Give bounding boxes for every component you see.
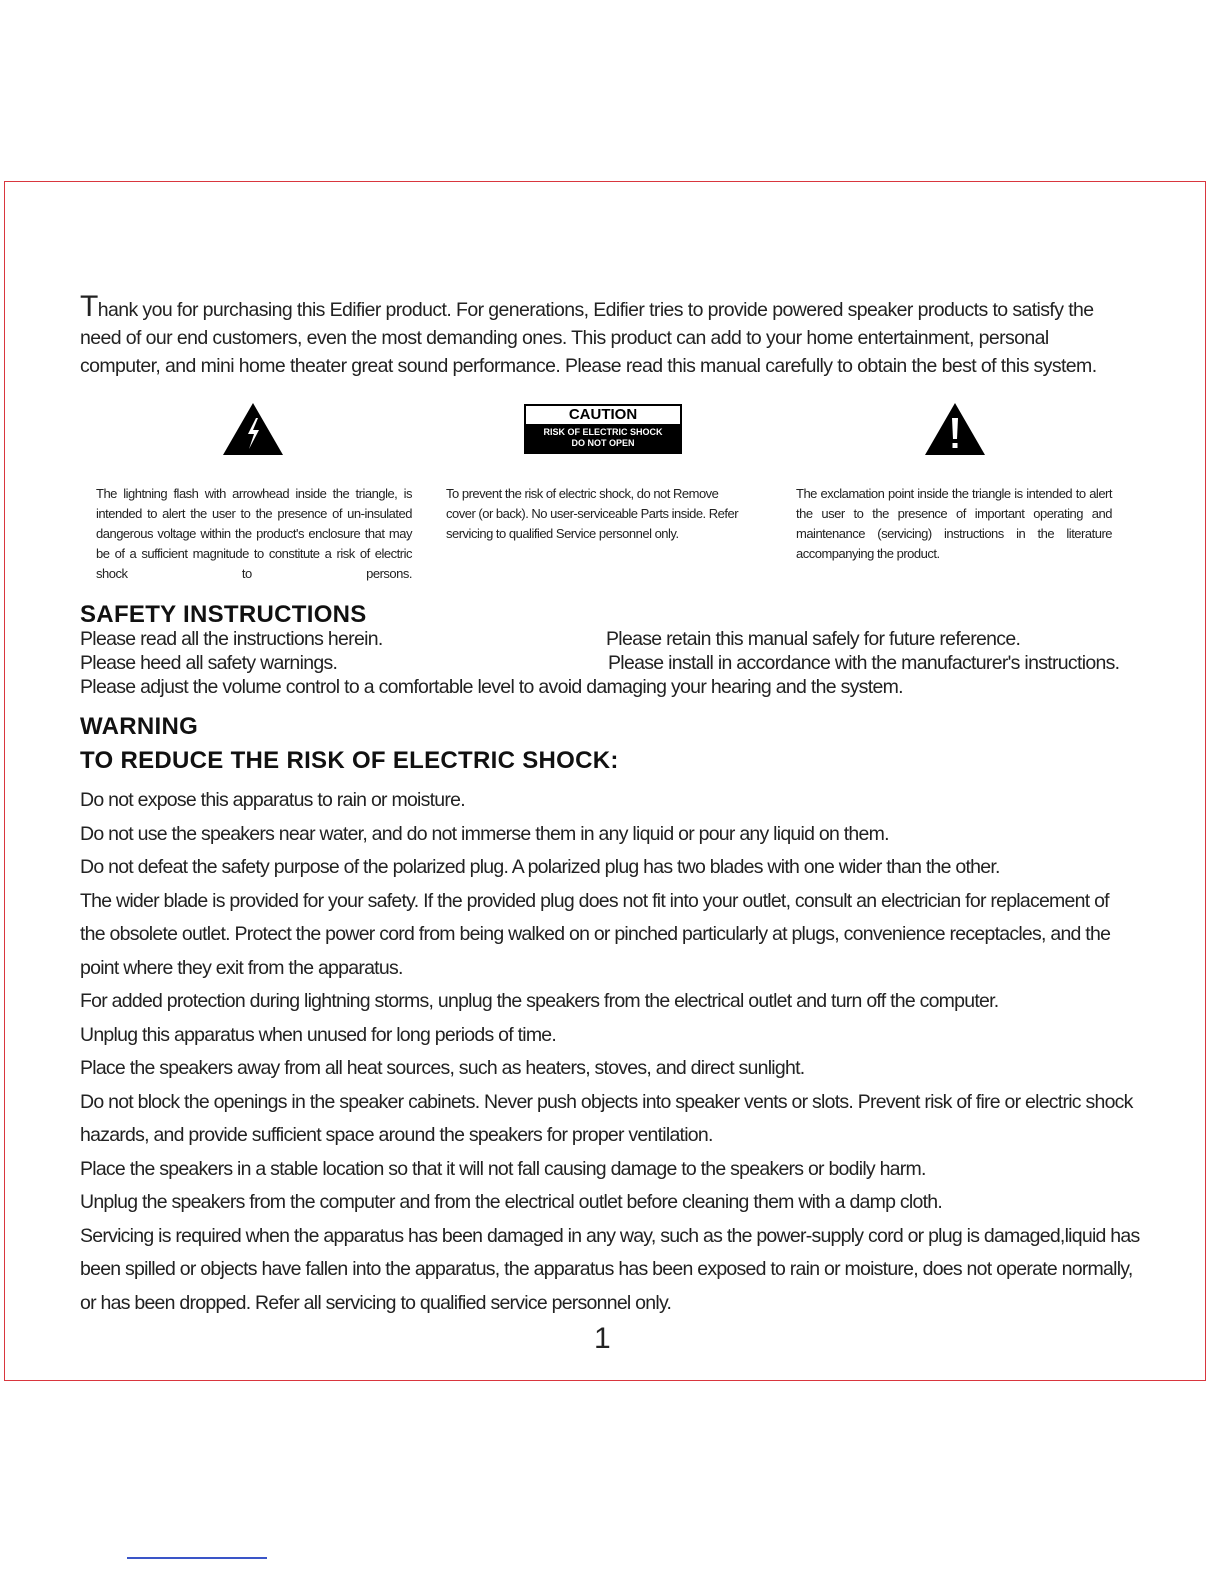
safety-item-retain: Please retain this manual safely for future reference. (606, 628, 1021, 650)
warning-line: Place the speakers in a stable location so that it will not fall causing damage to the speakers or bodily harm. (80, 1157, 926, 1180)
warning-line: point where they exit from the apparatus. (80, 956, 403, 979)
warning-line: or has been dropped. Refer all servicing to qualified service personnel only. (80, 1291, 672, 1314)
warning-subheading: TO REDUCE THE RISK OF ELECTRIC SHOCK: (80, 747, 619, 774)
safety-heading: SAFETY INSTRUCTIONS (80, 601, 367, 628)
caution-label (524, 404, 682, 454)
warning-line: Do not block the openings in the speaker cabinets. Never push objects into speaker vents or slots. Prevent risk of fire or electric shock (80, 1090, 1133, 1113)
safety-item-read: Please read all the instructions herein. (80, 628, 383, 650)
warning-list (80, 784, 1140, 1320)
safety-item-install: Please install in accordance with the manufacturer's instructions. (608, 652, 1120, 674)
intro-text: hank you for purchasing this Edifier product. For generations, Edifier tries to provide powered speaker products to satisfy the need of our end customers, even the most demanding ones. This product can add to your home entertainment, personal computer, and mini home theater great sound performance. Please read this manual carefully to obtain the best of this system. (80, 299, 1097, 377)
warning-line: Do not expose this apparatus to rain or moisture. (80, 789, 465, 811)
footer-rule (127, 1557, 267, 1559)
lightning-triangle-icon (222, 402, 284, 456)
page-number: 1 (594, 1322, 611, 1355)
exclamation-description: The exclamation point inside the triangle is intended to alert the user to the presence of important operating and maintenance (servicing) instructions in the literature accompanying the product. (796, 486, 1112, 561)
caution-description: To prevent the risk of electric shock, do not Remove cover (or back). No user-serviceable Parts inside. Refer servicing to qualified Service personnel only. (446, 486, 739, 541)
caution-subtitle (526, 424, 680, 452)
warning-line: been spilled or objects have fallen into the apparatus, the apparatus has been exposed to rain or moisture, does not operate normally, (80, 1258, 1133, 1280)
warning-line: Do not use the speakers near water, and do not immerse them in any liquid or pour any liquid on them. (80, 822, 889, 845)
intro-paragraph (80, 290, 1130, 380)
intro-dropcap: T (80, 290, 98, 323)
warning-line: Do not defeat the safety purpose of the polarized plug. A polarized plug has two blades with one wider than the other. (80, 856, 1000, 878)
exclamation-triangle-icon (924, 402, 986, 456)
warning-line: For added protection during lightning storms, unplug the speakers from the electrical outlet and turn off the computer. (80, 990, 999, 1012)
warning-line: the obsolete outlet. Protect the power cord from being walked on or pinched particularly at plugs, convenience receptacles, and the (80, 923, 1111, 945)
warning-heading: WARNING (80, 713, 199, 740)
warning-line: Place the speakers away from all heat sources, such as heaters, stoves, and direct sunlight. (80, 1057, 805, 1079)
warning-line: Unplug the speakers from the computer and from the electrical outlet before cleaning them with a damp cloth. (80, 1191, 942, 1213)
warning-line: Unplug this apparatus when unused for long periods of time. (80, 1023, 557, 1046)
lightning-description: The lightning flash with arrowhead inside the triangle, is intended to alert the user to the presence of un-insulated dangerous voltage within the product's enclosure that may be of a sufficient magnitude to constitute a risk of electric shock to persons. (96, 486, 412, 581)
warning-line: Servicing is required when the apparatus has been damaged in any way, such as the power-supply cord or plug is damaged,liquid has (80, 1224, 1140, 1247)
caution-line-2: DO NOT OPEN (571, 438, 635, 448)
caution-title: CAUTION (568, 406, 638, 423)
safety-item-volume: Please adjust the volume control to a comfortable level to avoid damaging your hearing and the system. (80, 676, 903, 698)
safety-item-heed: Please heed all safety warnings. (80, 652, 338, 674)
caution-line-1: RISK OF ELECTRIC SHOCK (543, 427, 663, 437)
warning-line: hazards, and provide sufficient space around the speakers for proper ventilation. (80, 1124, 713, 1146)
warning-line: The wider blade is provided for your safety. If the provided plug does not fit into your outlet, consult an electrician for replacement of (80, 889, 1109, 912)
